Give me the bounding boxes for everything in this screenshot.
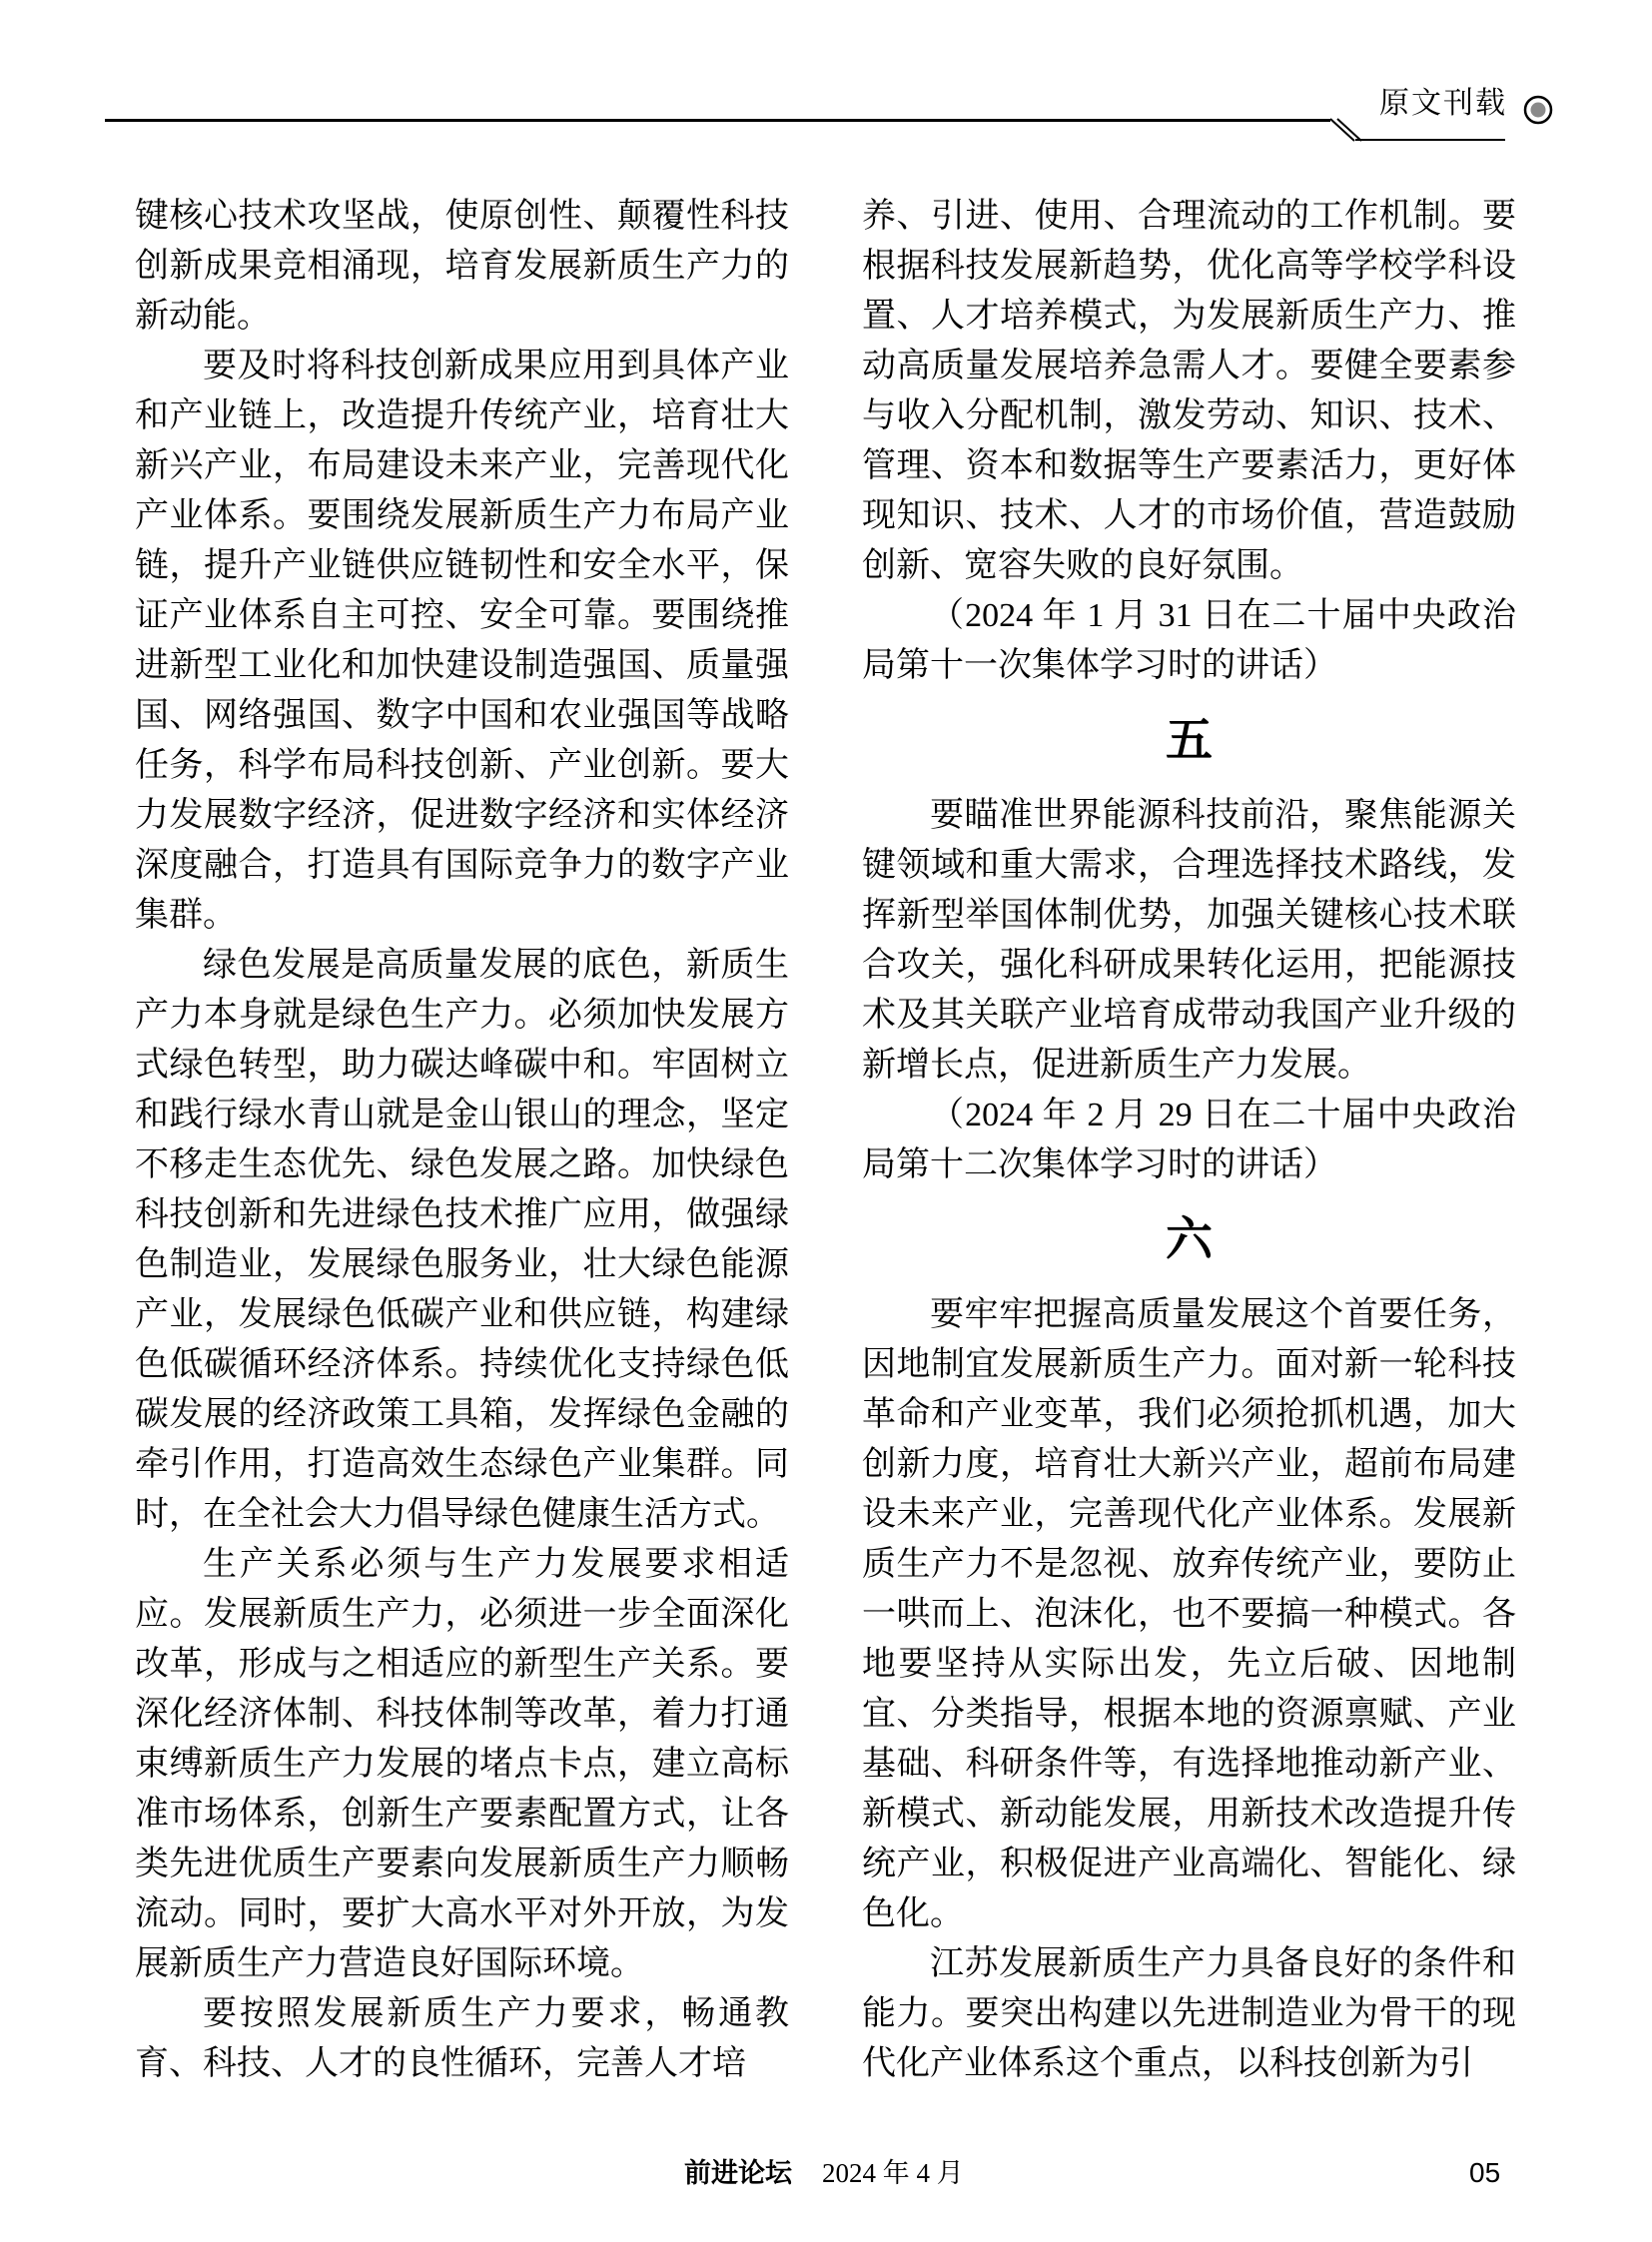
left-column <box>135 192 789 2089</box>
section-heading-five: 五 <box>1166 715 1213 767</box>
article-body <box>135 192 1516 2089</box>
header-rule <box>105 119 1330 122</box>
body-paragraph: 绿色发展是高质量发展的底色，新质生产力本身就是绿色生产力。必须加快发展方式绿色转型，助力碳达峰碳中和。牢固树立和践行绿水青山就是金山银山的理念，坚定不移走生态优先、绿色发展之路。加快绿色科技创新和先进绿色技术推广应用，做强绿色制造业，发展绿色服务业，壮大绿色能源产业，发展绿色低碳产业和供应链，构建绿色低碳循环经济体系。持续优化支持绿色低碳发展的经济政策工具箱，发挥绿色金融的牵引作用，打造高效生态绿色产业集群。同时，在全社会大力倡导绿色健康生活方式。 <box>135 947 789 1533</box>
right-column <box>862 192 1516 2089</box>
body-paragraph: 养、引进、使用、合理流动的工作机制。要根据科技发展新趋势，优化高等学校学科设置、人才培养模式，为发展新质生产力、推动高质量发展培养急需人才。要健全要素参与收入分配机制，激发劳动、知识、技术、管理、资本和数据等生产要素活力，更好体现知识、技术、人才的市场价值，营造鼓励创新、宽容失败的良好氛围。 <box>862 198 1516 584</box>
citation-line: （2024 年 1 月 31 日在二十届中央政治局第十一次集体学习时的讲话） <box>862 597 1516 684</box>
body-paragraph: 要按照发展新质生产力要求，畅通教育、科技、人才的良性循环，完善人才培 <box>135 1995 789 2082</box>
section-heading-six: 六 <box>1166 1214 1213 1266</box>
citation-line: （2024 年 2 月 29 日在二十届中央政治局第十二次集体学习时的讲话） <box>862 1097 1516 1183</box>
section-label: 原文刊载 <box>1379 87 1507 120</box>
footer-journal-name: 前进论坛 <box>684 2158 792 2188</box>
header-subrule <box>1355 139 1505 141</box>
body-paragraph: 键核心技术攻坚战，使原创性、颠覆性科技创新成果竞相涌现，培育发展新质生产力的新动能。 <box>135 198 789 335</box>
header-rule-diagonal-icon <box>1324 112 1368 148</box>
body-paragraph: 要牢牢把握高质量发展这个首要任务，因地制宜发展新质生产力。面对新一轮科技革命和产业变革，我们必须抢抓机遇，加大创新力度，培育壮大新兴产业，超前布局建设未来产业，完善现代化产业体系。发展新质生产力不是忽视、放弃传统产业，要防止一哄而上、泡沫化，也不要搞一种模式。各地要坚持从实际出发，先立后破、因地制宜、分类指导，根据本地的资源禀赋、产业基础、科研条件等，有选择地推动新产业、新模式、新动能发展，用新技术改造提升传统产业，积极促进产业高端化、智能化、绿色化。 <box>862 1296 1516 1932</box>
body-paragraph: 生产关系必须与生产力发展要求相适应。发展新质生产力，必须进一步全面深化改革，形成与之相适应的新型生产关系。要深化经济体制、科技体制等改革，着力打通束缚新质生产力发展的堵点卡点，建立高标准市场体系，创新生产要素配置方式，让各类先进优质生产要素向发展新质生产力顺畅流动。同时，要扩大高水平对外开放，为发展新质生产力营造良好国际环境。 <box>135 1546 789 1982</box>
bullseye-icon <box>1522 94 1554 126</box>
body-paragraph: 要瞄准世界能源科技前沿，聚焦能源关键领域和重大需求，合理选择技术路线，发挥新型举国体制优势，加强关键核心技术联合攻关，强化科研成果转化运用，把能源技术及其关联产业培育成带动我国产业升级的新增长点，促进新质生产力发展。 <box>862 797 1516 1084</box>
footer-issue-date: 2024 年 4 月 <box>822 2158 964 2188</box>
body-paragraph: 江苏发展新质生产力具备良好的条件和能力。要突出构建以先进制造业为骨干的现代化产业体系这个重点，以科技创新为引 <box>862 1945 1516 2082</box>
footer-page-number: 05 <box>1469 2157 1501 2188</box>
body-paragraph: 要及时将科技创新成果应用到具体产业和产业链上，改造提升传统产业，培育壮大新兴产业，布局建设未来产业，完善现代化产业体系。要围绕发展新质生产力布局产业链，提升产业链供应链韧性和安全水平，保证产业体系自主可控、安全可靠。要围绕推进新型工业化和加快建设制造强国、质量强国、网络强国、数字中国和农业强国等战略任务，科学布局科技创新、产业创新。要大力发展数字经济，促进数字经济和实体经济深度融合，打造具有国际竞争力的数字产业集群。 <box>135 348 789 934</box>
